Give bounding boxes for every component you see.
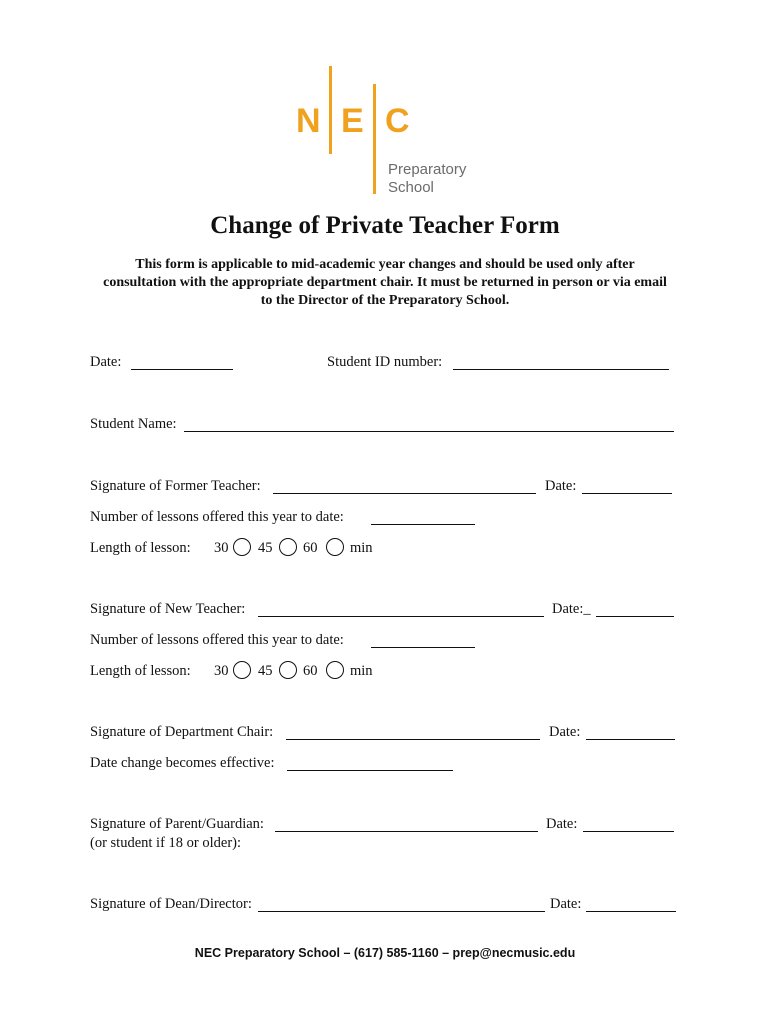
min-label: min: [350, 663, 373, 679]
parent-signature-label: Signature of Parent/Guardian:: [90, 816, 264, 832]
radio-30[interactable]: [233, 538, 251, 556]
dean-date-field[interactable]: [586, 911, 676, 912]
parent-date-label: Date:: [546, 816, 578, 832]
lessons-offered-label: Number of lessons offered this year to date:: [90, 632, 344, 648]
form-title: Change of Private Teacher Form: [210, 212, 560, 239]
min-label: min: [350, 540, 373, 556]
new-teacher-date-label: Date:_: [552, 601, 591, 617]
logo-letter-n: N: [296, 102, 321, 140]
dean-date-label: Date:: [550, 896, 582, 912]
lesson-length-label: Length of lesson:: [90, 540, 191, 556]
logo-letter-e: E: [341, 102, 364, 140]
date-field[interactable]: [131, 369, 233, 370]
option-30-label: 30: [214, 663, 229, 679]
dean-signature-field[interactable]: [258, 911, 545, 912]
footer-contact: NEC Preparatory School – (617) 585-1160 – prep@necmusic.edu: [194, 946, 576, 960]
new-teacher-signature-field[interactable]: [258, 616, 544, 617]
radio-45[interactable]: [279, 661, 297, 679]
effective-date-label: Date change becomes effective:: [90, 755, 275, 771]
logo-subtitle-line1: Preparatory: [388, 161, 467, 178]
lesson-length-label: Length of lesson:: [90, 663, 191, 679]
logo-letter-c: C: [385, 102, 410, 140]
student-name-label: Student Name:: [90, 416, 177, 432]
department-chair-date-label: Date:: [549, 724, 581, 740]
parent-note: (or student if 18 or older):: [90, 835, 242, 851]
student-id-field[interactable]: [453, 369, 669, 370]
department-chair-date-field[interactable]: [586, 739, 675, 740]
radio-60[interactable]: [326, 538, 344, 556]
department-chair-signature-label: Signature of Department Chair:: [90, 724, 274, 740]
former-teacher-signature-label: Signature of Former Teacher:: [90, 478, 261, 494]
former-teacher-date-label: Date:: [545, 478, 577, 494]
option-45-label: 45: [258, 663, 273, 679]
date-label: Date:: [90, 354, 122, 370]
student-id-label: Student ID number:: [327, 354, 443, 370]
parent-signature-field[interactable]: [275, 831, 538, 832]
option-60-label: 60: [303, 540, 318, 556]
logo-subtitle-line2: School: [388, 179, 434, 196]
former-teacher-date-field[interactable]: [582, 493, 672, 494]
option-45-label: 45: [258, 540, 273, 556]
logo-divider: [373, 84, 376, 194]
department-chair-signature-field[interactable]: [286, 739, 540, 740]
new-teacher-date-field[interactable]: [596, 616, 674, 617]
radio-45[interactable]: [279, 538, 297, 556]
former-teacher-signature-field[interactable]: [273, 493, 536, 494]
parent-date-field[interactable]: [583, 831, 674, 832]
radio-30[interactable]: [233, 661, 251, 679]
radio-60[interactable]: [326, 661, 344, 679]
lessons-offered-label: Number of lessons offered this year to date:: [90, 509, 344, 525]
option-30-label: 30: [214, 540, 229, 556]
new-teacher-signature-label: Signature of New Teacher:: [90, 601, 246, 617]
lessons-offered-field[interactable]: [371, 524, 475, 525]
logo-divider: [329, 66, 332, 154]
student-name-field[interactable]: [184, 431, 674, 432]
dean-signature-label: Signature of Dean/Director:: [90, 896, 252, 912]
form-instructions: This form is applicable to mid-academic year changes and should be used only after consultation with the appropriate department chair. It must be returned in person or via email to the Director of the Preparatory School.: [103, 257, 667, 308]
option-60-label: 60: [303, 663, 318, 679]
lessons-offered-field[interactable]: [371, 647, 475, 648]
effective-date-field[interactable]: [287, 770, 453, 771]
